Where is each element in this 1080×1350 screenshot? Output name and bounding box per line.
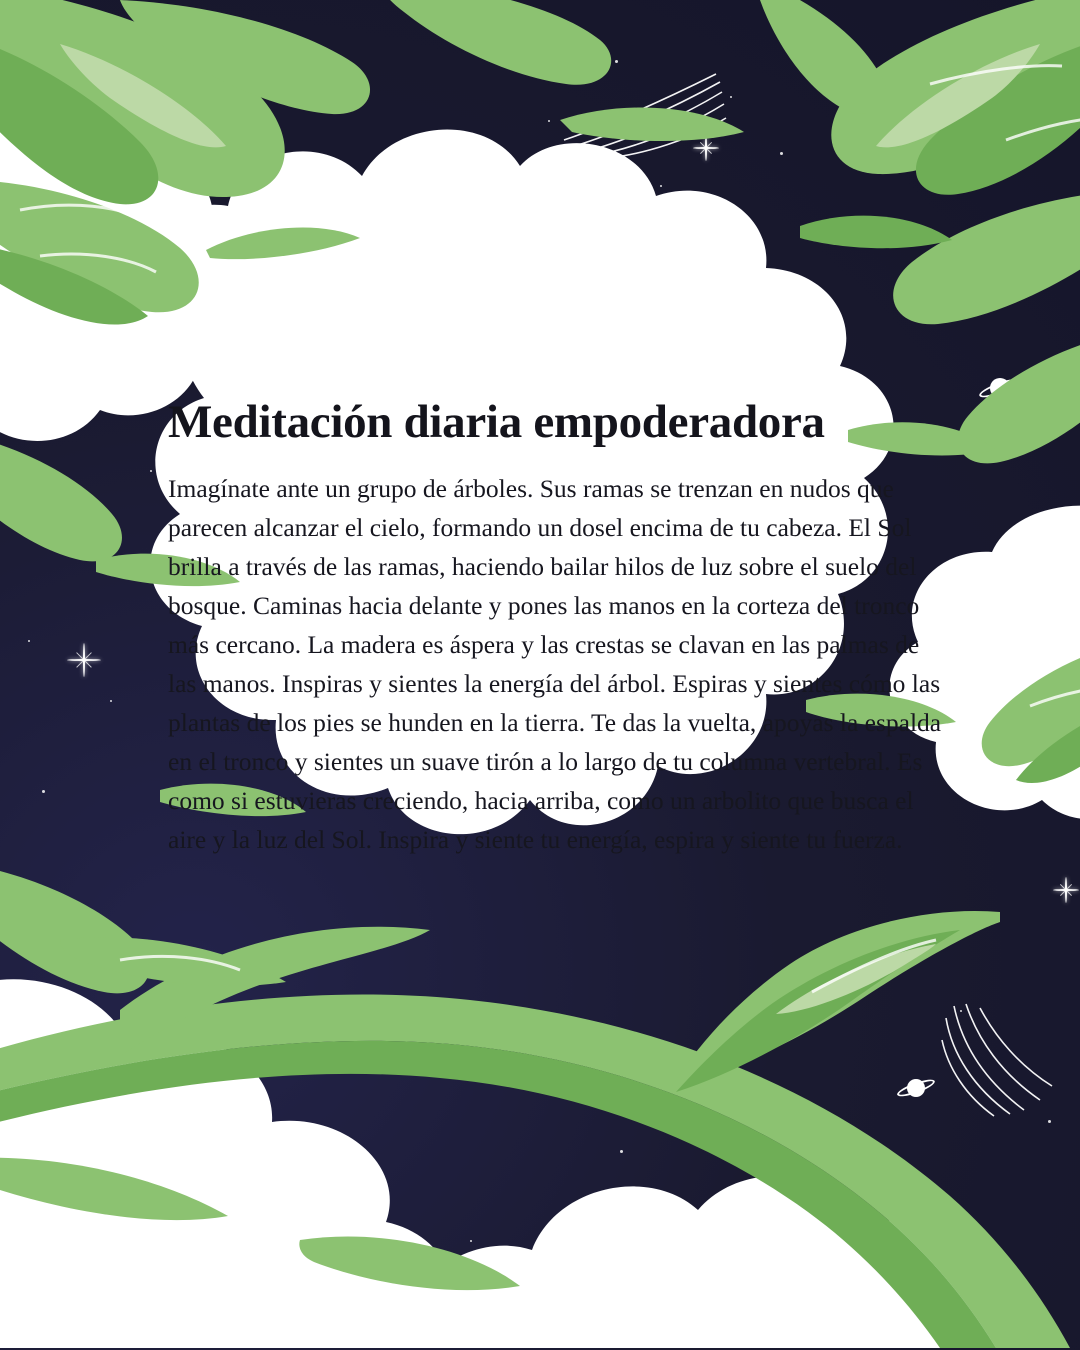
page-title: Meditación diaria empoderadora [168,396,825,448]
meditation-card [168,398,944,859]
meditation-body-text: Imagínate ante un grupo de árboles. Sus ramas se trenzan en nudos que parecen alcanzar el cielo, formando un dosel encima de tu cabeza. El Sol brilla a través de las ramas, haciendo bailar hilos de luz sobre el suelo del bosque. Caminas hacia delante y pones las manos en la corteza del tronco más cercano. La madera es áspera y las crestas se clavan en las palmas de las manos. Inspiras y sientes la energía del árbol. Espiras y sientes cómo las plantas de los pies se hunden en la tierra. Te das la vuelta, apoyas la espalda en el tronco y sientes un suave tirón a lo largo de tu columna vertebral. Es como si estuvieras creciendo, hacia arriba, como un arbolito que busca el aire y la luz del Sol. Inspira y siente tu energía, espira y siente tu fuerza. [168,474,942,855]
